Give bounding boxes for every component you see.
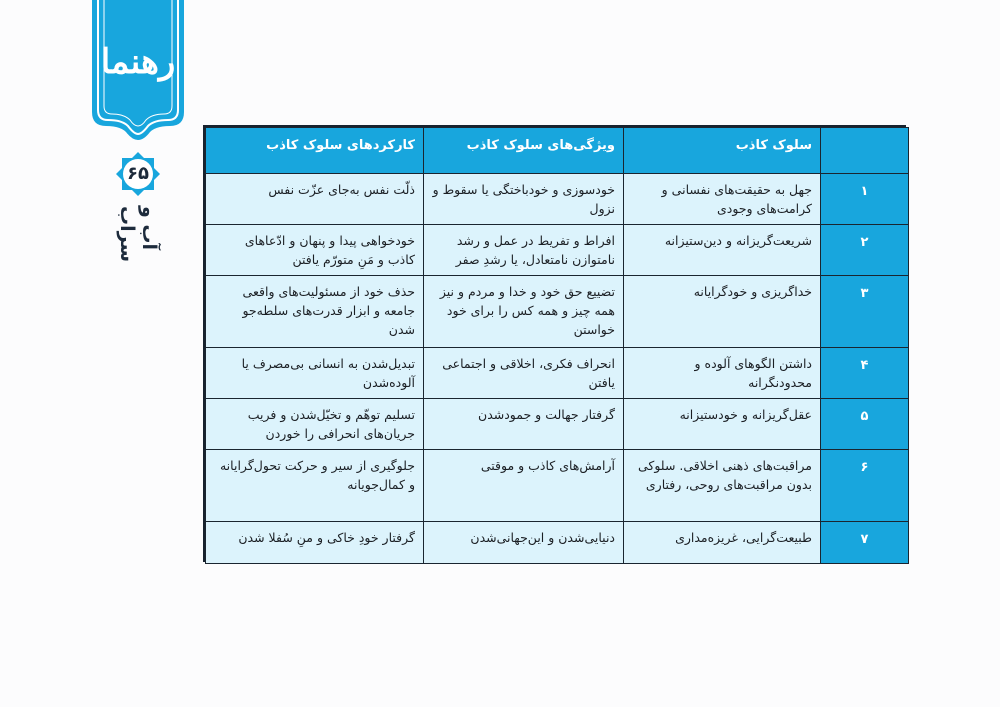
comparison-table (203, 125, 906, 562)
header-characteristics: ویژگی‌های سلوک کاذب (424, 128, 624, 174)
table-row (206, 276, 909, 348)
table-row (206, 225, 909, 276)
cell-false-conduct: داشتن الگوهای آلوده و محدودنگرانه (624, 348, 821, 399)
cell-functions: تبدیل‌شدن به انسانی بی‌مصرف یا آلوده‌شدن (206, 348, 424, 399)
row-number: ۳ (821, 276, 909, 348)
cell-false-conduct: جهل به حقیقت‌های نفسانی و کرامت‌های وجودی (624, 174, 821, 225)
row-number: ۷ (821, 522, 909, 564)
cell-functions: تسلیم توهّم و تخیّل‌شدن و فریب جریان‌های انحرافی را خوردن (206, 399, 424, 450)
row-number: ۵ (821, 399, 909, 450)
row-number: ۱ (821, 174, 909, 225)
cell-characteristics: انحراف فکری، اخلاقی و اجتماعی یافتن (424, 348, 624, 399)
page-number-badge (114, 150, 162, 198)
cell-characteristics: خودسوزی و خودباختگی یا سقوط و نزول (424, 174, 624, 225)
cell-characteristics: گرفتار جهالت و جمودشدن (424, 399, 624, 450)
row-number: ۶ (821, 450, 909, 522)
cell-functions: گرفتار خودِ خاکی و منِ سُفلا شدن (206, 522, 424, 564)
cell-false-conduct: طبیعت‌گرایی، غریزه‌مداری (624, 522, 821, 564)
page-number: ۶۵ (127, 163, 149, 184)
cell-functions: جلوگیری از سیر و حرکت تحول‌گرایانه و کمال‌جویانه (206, 450, 424, 522)
cell-functions: خودخواهی پیدا و پنهان و ادّعاهای کاذب و مَنِ متورّم یافتن (206, 225, 424, 276)
cell-false-conduct: خداگریزی و خودگرایانه (624, 276, 821, 348)
table-row (206, 174, 909, 225)
cell-characteristics: تضییع حق خود و خدا و مردم و نیز همه چیز و همه کس را برای خود خواستن (424, 276, 624, 348)
row-number: ۲ (821, 225, 909, 276)
cell-characteristics: آرامش‌های کاذب و موقتی (424, 450, 624, 522)
table-row (206, 399, 909, 450)
table-header-row (206, 128, 909, 174)
cell-functions: حذف خود از مسئولیت‌های واقعی جامعه و ابزار قدرت‌های سلطه‌جو شدن (206, 276, 424, 348)
cell-characteristics: دنیایی‌شدن و این‌جهانی‌شدن (424, 522, 624, 564)
row-number: ۴ (821, 348, 909, 399)
cell-functions: ذلّت نفس به‌جای عزّت نفس (206, 174, 424, 225)
table-row (206, 348, 909, 399)
table-row (206, 450, 909, 522)
cell-false-conduct: شریعت‌گریزانه و دین‌ستیزانه (624, 225, 821, 276)
header-false-conduct: سلوک کاذب (624, 128, 821, 174)
header-functions: کارکردهای سلوک کاذب (206, 128, 424, 174)
header-number-cell (821, 128, 909, 174)
cell-false-conduct: مراقبت‌های ذهنی اخلاقی. سلوکی بدون مراقبت‌های روحی، رفتاری (624, 450, 821, 522)
table (205, 127, 909, 564)
logo-text: رهنما (100, 42, 176, 82)
logo-banner (92, 0, 184, 140)
book-title: آب و سراب (116, 206, 160, 263)
cell-false-conduct: عقل‌گریزانه و خودستیزانه (624, 399, 821, 450)
table-row (206, 522, 909, 564)
cell-characteristics: افراط و تفریط در عمل و رشد نامتوازن نامتعادل، یا رشدِ صفر (424, 225, 624, 276)
